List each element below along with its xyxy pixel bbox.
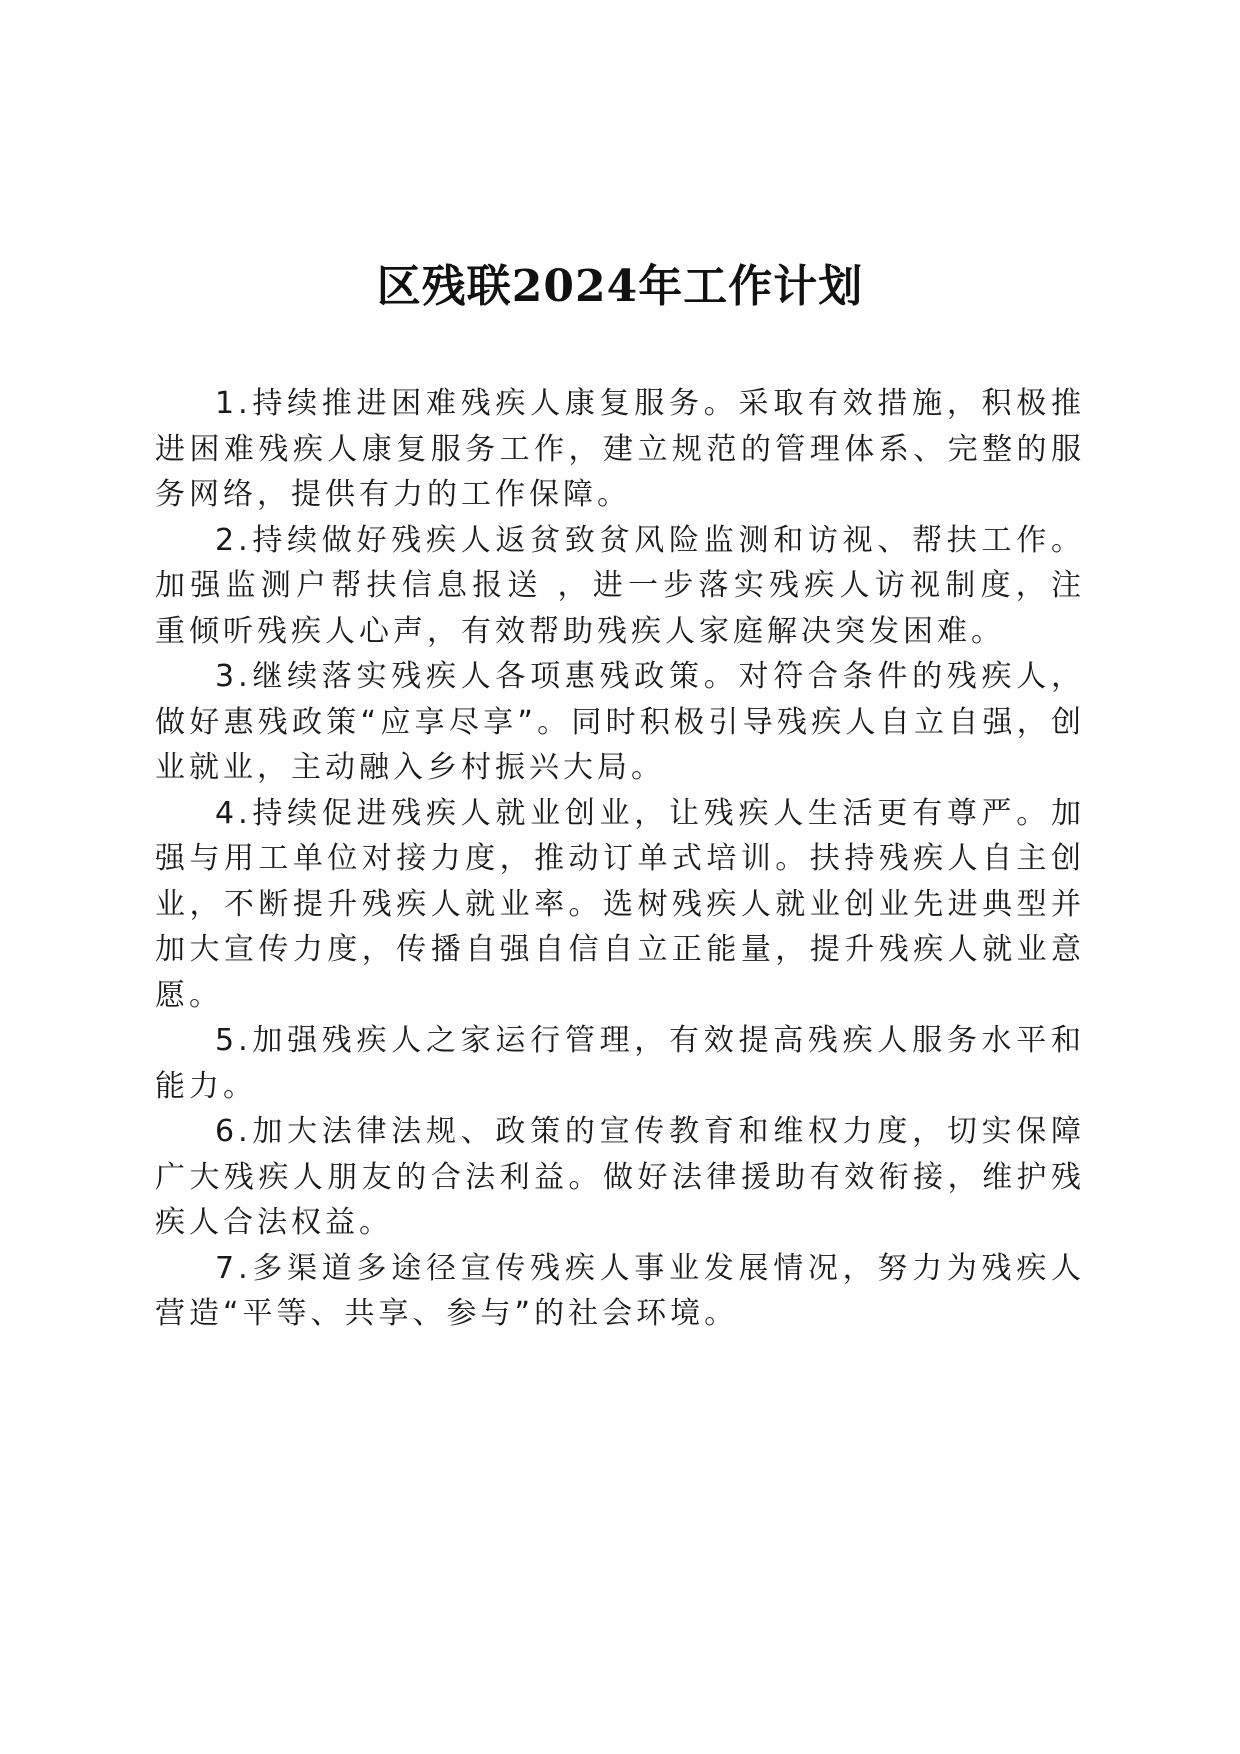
- page-title: 区残联2024年工作计划: [376, 261, 864, 312]
- paragraph-4: 4.持续促进残疾人就业创业，让残疾人生活更有尊严。加强与用工单位对接力度，推动订单式培训。扶持残疾人自主创业，不断提升残疾人就业率。选树残疾人就业创业先进典型并加大宣传力度，传播自强自信自立正能量，提升残疾人就业意愿。: [155, 795, 1085, 1013]
- paragraph-3: 3.继续落实残疾人各项惠残政策。对符合条件的残疾人，做好惠残政策“应享尽享”。同时积极引导残疾人自立自强，创业就业，主动融入乡村振兴大局。: [155, 659, 1085, 785]
- document-body: [155, 381, 1085, 1337]
- paragraph-5: 5.加强残疾人之家运行管理，有效提高残疾人服务水平和能力。: [155, 1023, 1085, 1104]
- paragraph-7: 7.多渠道多途径宣传残疾人事业发展情况，努力为残疾人营造“平等、共享、参与”的社会环境。: [155, 1250, 1085, 1331]
- paragraph-1: 1.持续推进困难残疾人康复服务。采取有效措施，积极推进困难残疾人康复服务工作，建立规范的管理体系、完整的服务网络，提供有力的工作保障。: [155, 386, 1085, 512]
- paragraph-2: 2.持续做好残疾人返贫致贫风险监测和访视、帮扶工作。加强监测户帮扶信息报送 ，进一步落实残疾人访视制度，注重倾听残疾人心声，有效帮助残疾人家庭解决突发困难。: [155, 522, 1085, 649]
- paragraph-6: 6.加大法律法规、政策的宣传教育和维权力度，切实保障广大残疾人朋友的合法利益。做好法律援助有效衔接，维护残疾人合法权益。: [155, 1114, 1085, 1240]
